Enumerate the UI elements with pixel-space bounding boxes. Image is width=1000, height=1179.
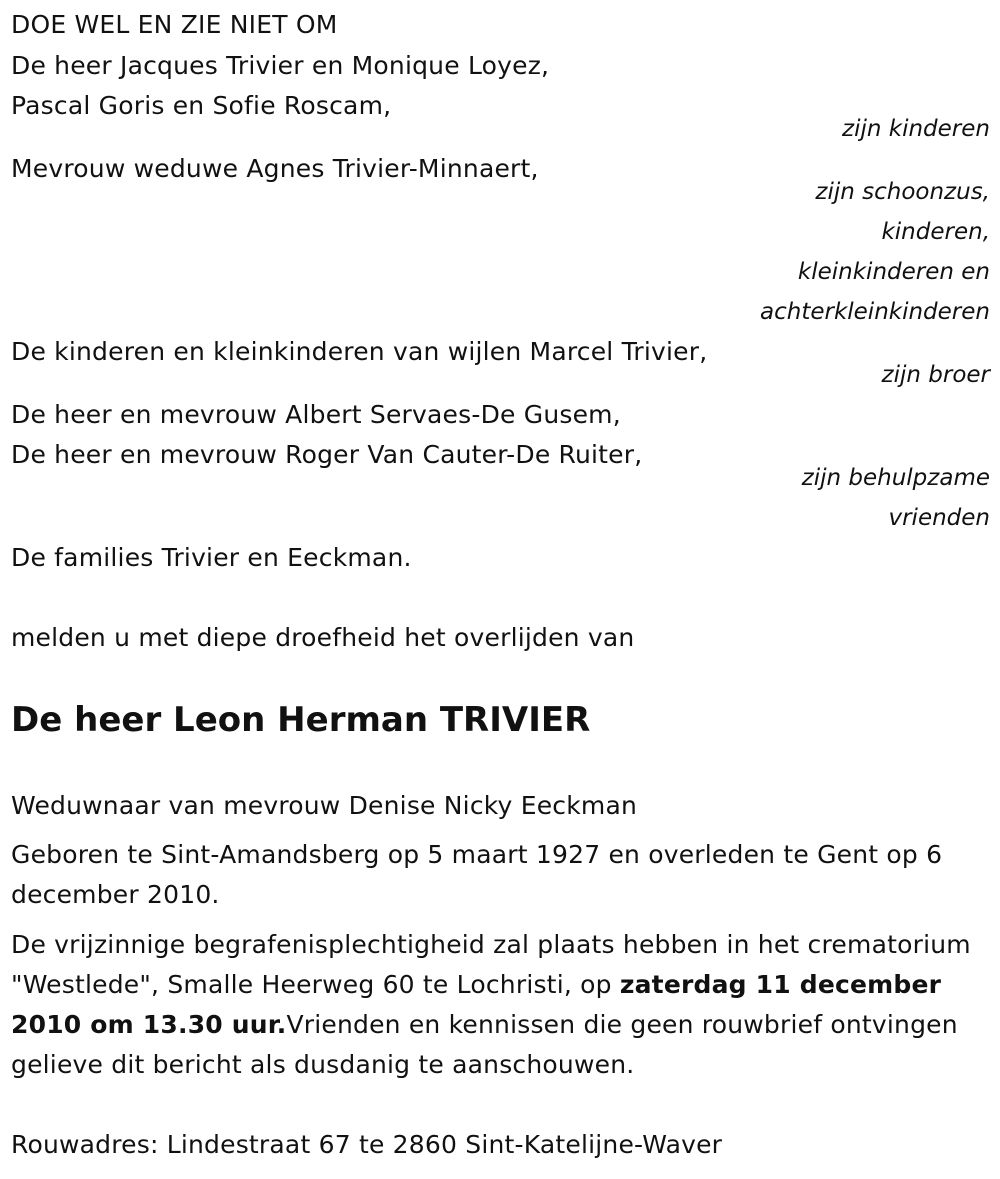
family-line-friends-2: De heer en mevrouw Roger Van Cauter-De Ruiter, [11,440,643,469]
motto: DOE WEL EN ZIE NIET OM [11,10,338,39]
role-sister-in-law-3: kleinkinderen en [797,259,990,285]
family-line-sister-in-law: Mevrouw weduwe Agnes Trivier-Minnaert, [11,154,539,183]
widower-line: Weduwnaar van mevrouw Denise Nicky Eeckman [11,791,638,820]
deceased-name: De heer Leon Herman TRIVIER [11,700,591,740]
family-line-friends-1: De heer en mevrouw Albert Servaes-De Gusem, [11,400,621,429]
ceremony-paragraph [11,925,991,1085]
mourning-address: Rouwadres: Lindestraat 67 te 2860 Sint-Katelijne-Waver [11,1130,723,1159]
role-sister-in-law-2: kinderen, [881,219,990,245]
family-line-families: De families Trivier en Eeckman. [11,543,412,572]
family-line-brother: De kinderen en kleinkinderen van wijlen Marcel Trivier, [11,337,708,366]
family-line-children-1: De heer Jacques Trivier en Monique Loyez, [11,51,550,80]
role-sister-in-law-1: zijn schoonzus, [815,179,990,205]
family-line-children-2: Pascal Goris en Sofie Roscam, [11,91,392,120]
birth-death-paragraph: Geboren te Sint-Amandsberg op 5 maart 1927 en overleden te Gent op 6 december 2010. [11,840,943,909]
role-sister-in-law-4: achterkleinkinderen [760,299,990,325]
ceremony-text: De vrijzinnige begrafenisplechtigheid zal plaats hebben in het crematorium "Westlede", Smalle Heerweg 60 te Lochristi, op [11,930,971,999]
role-brother: zijn broer [881,362,990,388]
role-friends-1: zijn behulpzame [801,465,990,491]
announcement: melden u met diepe droefheid het overlijden van [11,623,635,652]
ceremony-date-time: zaterdag 11 december 2010 om 13.30 uur. [11,970,942,1039]
role-friends-2: vrienden [888,505,990,531]
role-children: zijn kinderen [842,116,990,142]
ceremony-note: Vrienden en kennissen die geen rouwbrief ontvingen gelieve dit bericht als dusdanig te aanschouwen. [11,1010,958,1079]
